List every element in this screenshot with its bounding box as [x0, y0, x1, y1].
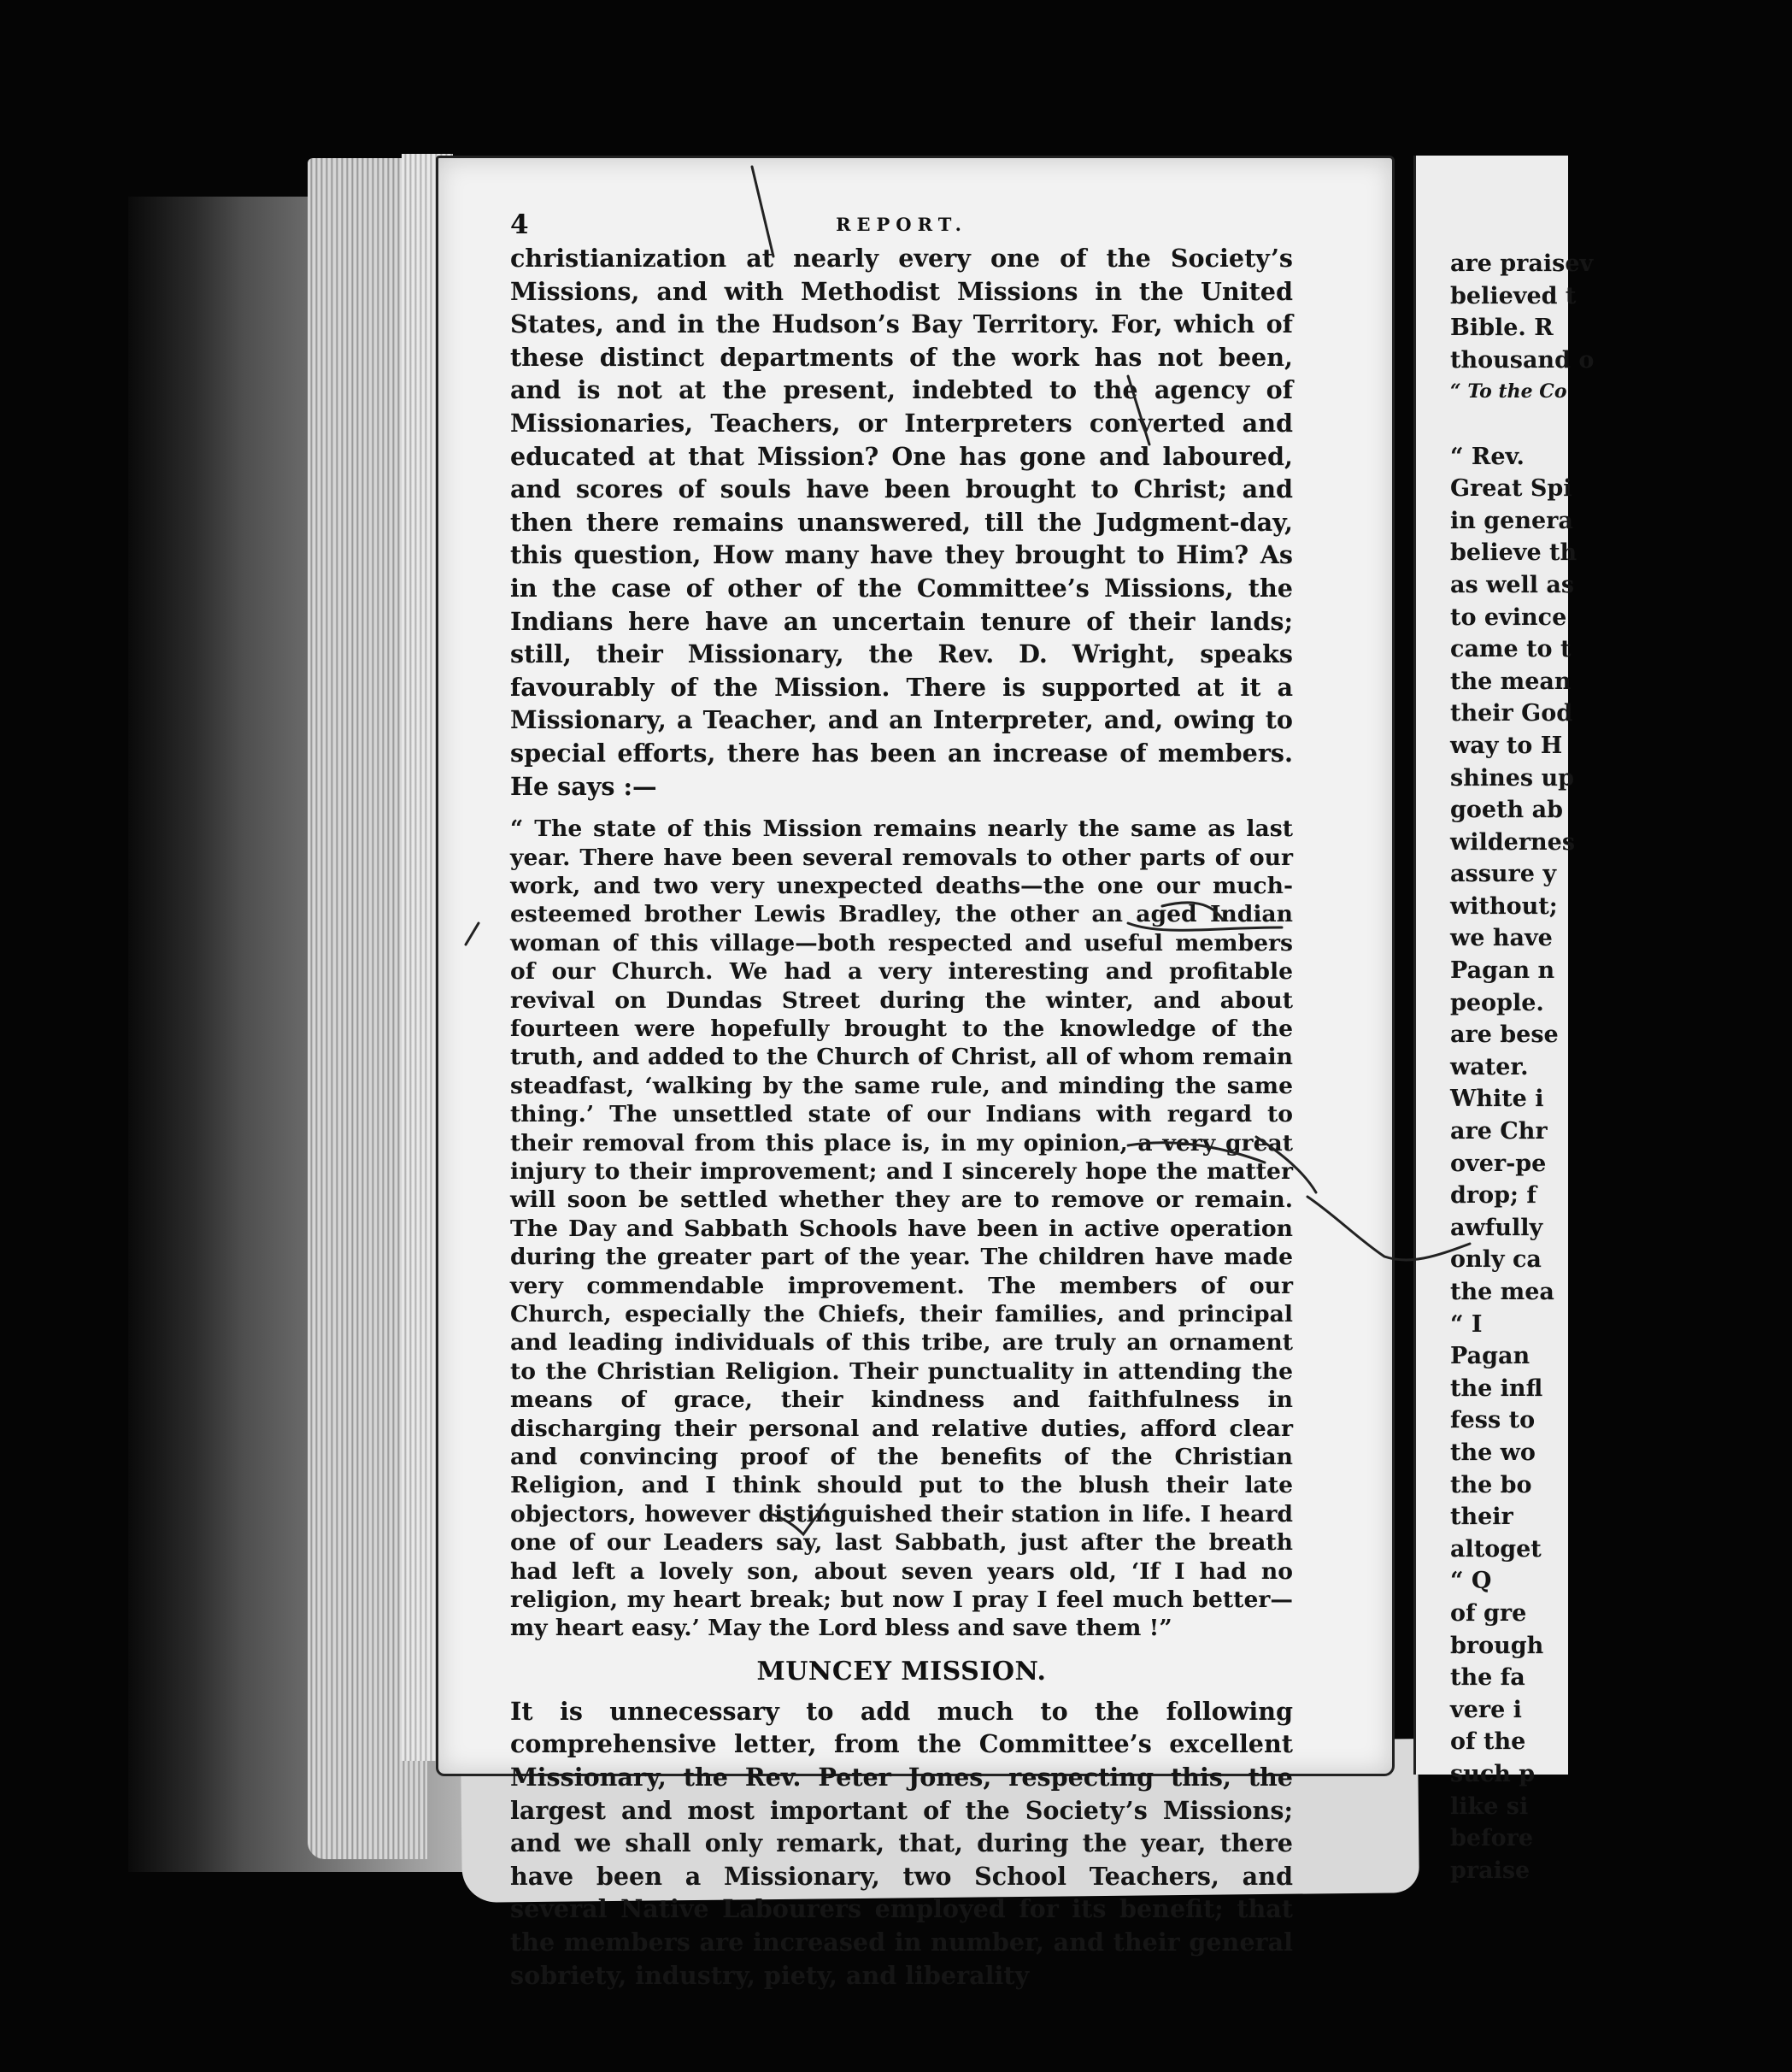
- facing-line: came to t: [1450, 636, 1572, 663]
- facing-line: Pagan n: [1450, 957, 1555, 985]
- facing-line: drop; f: [1450, 1182, 1536, 1210]
- section-heading: MUNCEY MISSION.: [756, 1656, 1047, 1686]
- facing-line: Great Spi: [1450, 475, 1572, 503]
- facing-line: goeth ab: [1450, 797, 1563, 824]
- facing-line: vere i: [1450, 1696, 1522, 1723]
- running-head-title: REPORT.: [836, 214, 967, 235]
- facing-line: praise: [1450, 1857, 1531, 1884]
- facing-line: water.: [1450, 1053, 1529, 1080]
- facing-line: Pagan: [1450, 1343, 1531, 1370]
- facing-line: shines up: [1450, 764, 1575, 792]
- facing-line: the infl: [1450, 1374, 1543, 1402]
- facing-line: in genera: [1450, 507, 1573, 534]
- facing-line: the fa: [1450, 1664, 1525, 1692]
- facing-line: altoget: [1450, 1535, 1542, 1563]
- facing-line: people.: [1450, 989, 1544, 1016]
- facing-line: to evince: [1450, 603, 1567, 631]
- facing-line: before: [1450, 1825, 1534, 1852]
- document-page: [436, 156, 1395, 1990]
- facing-line: [1450, 409, 1792, 441]
- facing-line: are praisev: [1450, 250, 1594, 277]
- facing-line: wildernes: [1450, 828, 1576, 856]
- facing-line: their God: [1450, 700, 1573, 727]
- facing-line: the wo: [1450, 1439, 1536, 1466]
- facing-line: without;: [1450, 892, 1558, 920]
- facing-line: “ I: [1450, 1310, 1483, 1338]
- facing-line: are bese: [1450, 1021, 1559, 1049]
- facing-line: as well as: [1450, 571, 1575, 598]
- facing-line: the mea: [1450, 1279, 1554, 1305]
- facing-line: of the: [1450, 1728, 1526, 1756]
- facing-line: their: [1450, 1504, 1513, 1531]
- closing-paragraph: It is unnecessary to add much to the following comprehensive letter, from the Committee’s excellent Missionary, the Rev. Peter Jones, respecting this, the largest and most important of the Society’s Missions; and we shall only remark, that, during the year, there have been a Missionary, two School Teachers, and several Native Labourers employed for its benefit; that the members are increased in number, and their general sobriety, industry, piety, and liberality: [510, 1696, 1293, 1990]
- facing-line: fess to: [1450, 1407, 1536, 1434]
- page-content: [510, 209, 1293, 1992]
- facing-line: assure y: [1450, 861, 1557, 888]
- facing-line: of gre: [1450, 1599, 1527, 1627]
- page-number: 4: [510, 209, 529, 240]
- facing-line: Bible. R: [1450, 315, 1554, 342]
- facing-line: way to H: [1450, 732, 1563, 759]
- intro-paragraph: christianization at nearly every one of the Society’s Missions, and with Methodist Missions in the United States, and in the Hudson’s Bay Territory. For, which of these distinct departments of the work has not been, and is not at the present, indebted to the agency of Missionaries, Teachers, or Interpreters converted and educated at that Mission? One has gone and laboured, and scores of souls have been brought to Christ; and then there remains unanswered, till the Judgment-day, this question, How many have they brought to Him? As in the case of other of the Committee’s Missions, the Indians here have an uncertain tenure of their lands; still, their Missionary, the Rev. D. Wright, speaks favourably of the Mission. There is supported at it a Missionary, a Teacher, and an Interpreter, and, owing to special efforts, there has been an increase of members. He says :—: [510, 244, 1293, 801]
- facing-line: “ Q: [1450, 1568, 1492, 1595]
- facing-line: believe th: [1450, 539, 1578, 567]
- facing-line: awfully: [1450, 1214, 1543, 1241]
- running-head: [510, 209, 1293, 242]
- quoted-letter: “ The state of this Mission remains nearly the same as last year. There have been several removals to other parts of our work, and two very unexpected deaths—the one our much-esteemed brother Lewis Bradley, the other an aged Indian woman of this village—both respected and useful members of our Church. We had a very interesting and profitable revival on Dundas Street during the winter, and about fourteen were hopefully brought to the knowledge of the truth, and added to the Church of Christ, all of whom remain steadfast, ‘walking by the same rule, and minding the same thing.’ The unsettled state of our Indians with regard to their removal from this place is, in my opinion, a very great injury to their improvement; and I sincerely hope the matter will soon be settled whether they are to remove or remain. The Day and Sabbath Schools have been in active operation during the greater part of the year. The children have made very commendable improvement. The members of our Church, especially the Chiefs, their families, and principal and leading individuals of this tribe, are truly an ornament to the Christian Religion. Their punctuality in attending the means of grace, their kindness and faithfulness in discharging their personal and relative duties, afford clear and convincing proof of the benefits of the Christian Religion, and I think should put to the blush their late objectors, however distinguished their station in life. I heard one of our Leaders say, last Sabbath, just after the breath had left a lovely son, about seven years old, ‘If I had no religion, my heart break; but now I pray I feel much better—my heart easy.’ May the Lord bless and save them !”: [510, 815, 1293, 1642]
- facing-line: thousand o: [1450, 346, 1595, 374]
- facing-line: only ca: [1450, 1246, 1542, 1274]
- facing-line: White i: [1450, 1086, 1544, 1113]
- facing-line: “ Rev.: [1450, 443, 1525, 470]
- facing-line: “ To the Co: [1450, 380, 1567, 403]
- facing-line: the mean: [1450, 668, 1572, 695]
- facing-line: like si: [1450, 1792, 1529, 1820]
- facing-page-text: [1450, 248, 1792, 1887]
- facing-line: are Chr: [1450, 1118, 1548, 1145]
- facing-line: we have: [1450, 925, 1553, 952]
- facing-line: brough: [1450, 1632, 1544, 1659]
- facing-line: such p: [1450, 1760, 1536, 1787]
- facing-page: [1413, 156, 1595, 1884]
- facing-line: the bo: [1450, 1471, 1532, 1498]
- facing-line: over-pe: [1450, 1150, 1547, 1177]
- facing-line: believed t: [1450, 282, 1577, 309]
